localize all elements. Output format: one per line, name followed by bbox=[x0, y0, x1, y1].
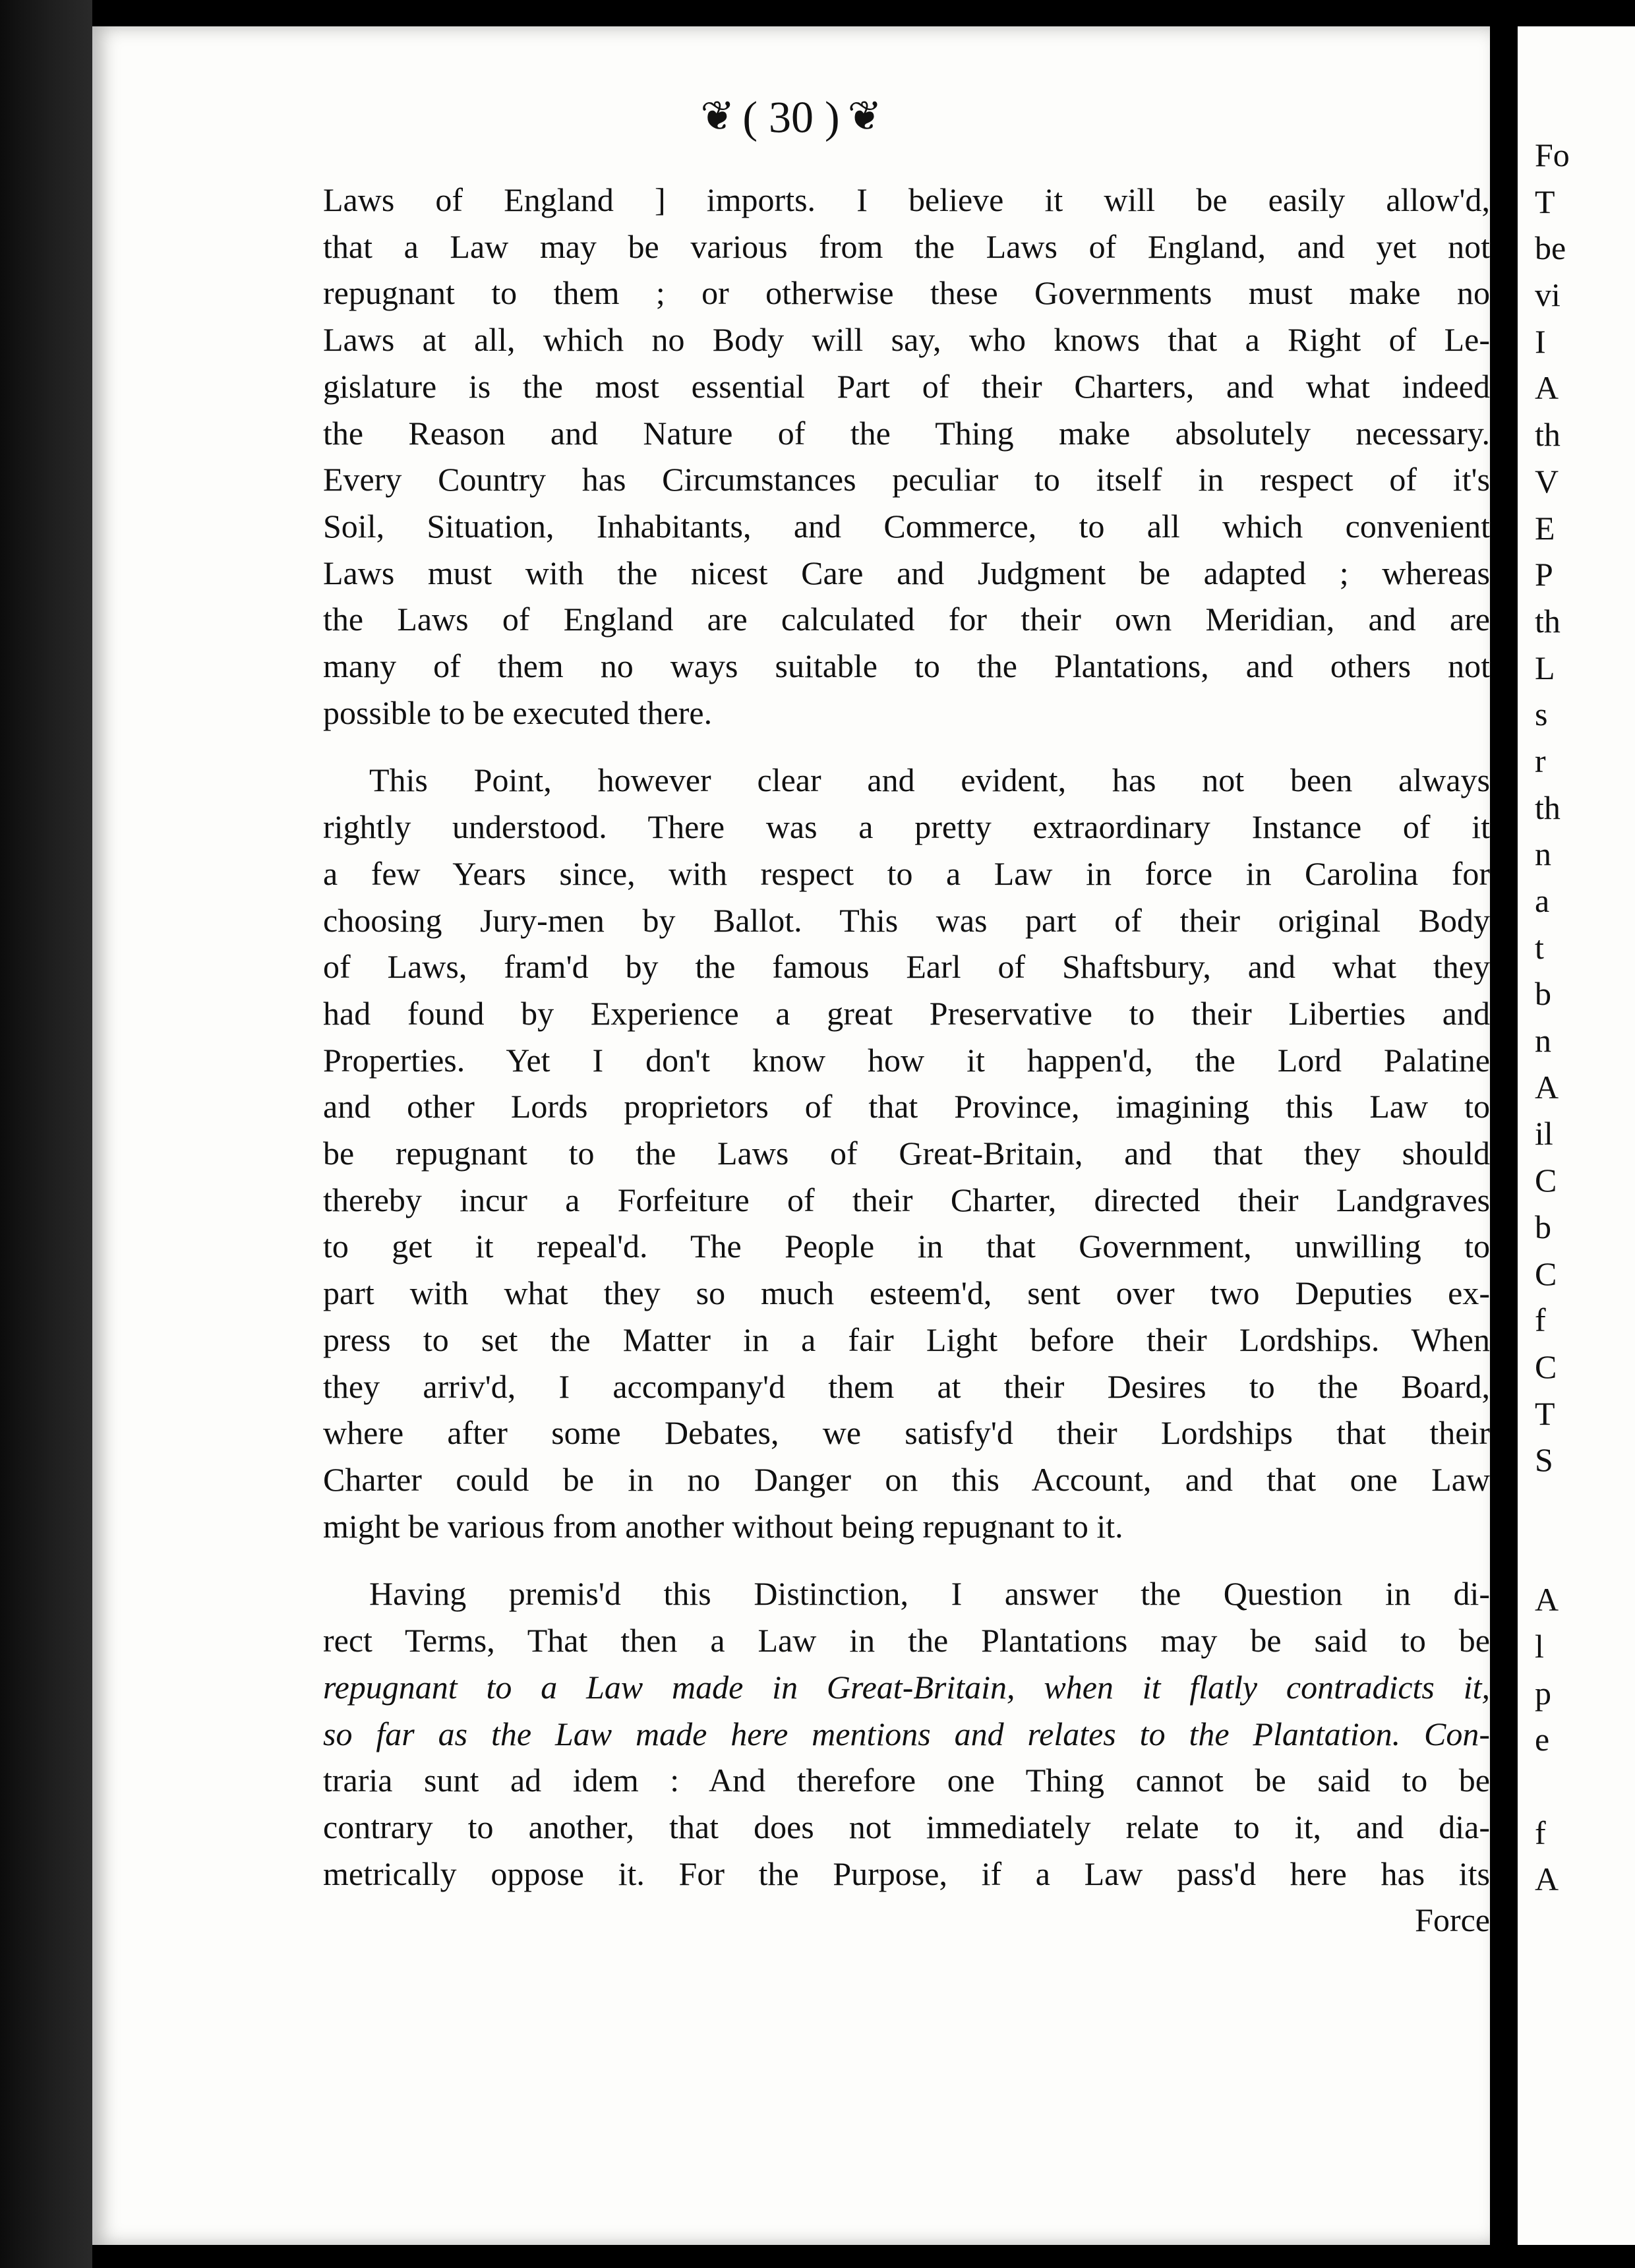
text-line: part with what they so much esteem'd, sent over two Deputies ex- bbox=[323, 1274, 1490, 1312]
text-line: gislature is the most essential Part of their Charters, and what indeed bbox=[323, 367, 1490, 405]
facing-page-fragment: L bbox=[1535, 649, 1555, 686]
facing-page-fragment: n bbox=[1535, 835, 1551, 873]
facing-page-fragment: il bbox=[1535, 1115, 1553, 1152]
facing-page-fragment: be bbox=[1535, 229, 1566, 267]
text-line: Laws at all, which no Body will say, who knows that a Right of Le- bbox=[323, 321, 1490, 359]
facing-page-fragment: Fo bbox=[1535, 136, 1570, 173]
page-number-open-paren: ( bbox=[742, 92, 758, 142]
facing-page-fragment: A bbox=[1535, 1861, 1559, 1898]
facing-page-fragment bbox=[1535, 1530, 1635, 1577]
facing-page-fragment: f bbox=[1535, 1301, 1546, 1339]
text-line: so far as the Law made here mentions and relates to the Plantation. Con- bbox=[323, 1715, 1490, 1752]
text-line: contrary to another, that does not immediately relate to it, and dia- bbox=[323, 1808, 1490, 1845]
text-line: Charter could be in no Danger on this Account, and that one Law bbox=[323, 1460, 1490, 1498]
text-line: rightly understood. There was a pretty extraordinary Instance of it bbox=[323, 808, 1490, 846]
facing-page-fragment bbox=[1535, 1483, 1635, 1530]
facing-page-fragment: I bbox=[1535, 322, 1546, 360]
paragraph-3 bbox=[323, 1570, 1490, 1897]
text-line: press to set the Matter in a fair Light before their Lordships. When bbox=[323, 1321, 1490, 1358]
text-line: the Laws of England are calculated for their own Meridian, and are bbox=[323, 601, 1490, 638]
text-line: to get it repeal'd. The People in that Government, unwilling to bbox=[323, 1228, 1490, 1265]
facing-page-fragment: th bbox=[1535, 789, 1561, 826]
text-line: be repugnant to the Laws of Great-Britain, and that they should bbox=[323, 1135, 1490, 1172]
facing-page-fragment: th bbox=[1535, 416, 1561, 454]
facing-page-fragment: b bbox=[1535, 975, 1551, 1013]
facing-page-fragment: A bbox=[1535, 1581, 1559, 1619]
text-line: Laws must with the nicest Care and Judgment be adapted ; whereas bbox=[323, 554, 1490, 591]
text-line: metrically oppose it. For the Purpose, if a Law pass'd here has its bbox=[323, 1855, 1490, 1892]
text-line: the Reason and Nature of the Thing make absolutely necessary. bbox=[323, 414, 1490, 452]
facing-page-fragment: t bbox=[1535, 928, 1544, 966]
text-line: thereby incur a Forfeiture of their Charter, directed their Landgraves bbox=[323, 1181, 1490, 1218]
facing-page-fragment: s bbox=[1535, 696, 1548, 733]
book-page bbox=[92, 26, 1490, 2245]
facing-page-fragment: E bbox=[1535, 509, 1555, 547]
facing-page-fragment: P bbox=[1535, 556, 1553, 593]
text-line: This Point, however clear and evident, has not been always bbox=[369, 761, 1490, 799]
text-line: Properties. Yet I don't know how it happen'd, the Lord Palatine bbox=[323, 1041, 1490, 1079]
facing-page-fragment: S bbox=[1535, 1441, 1553, 1479]
text-line: many of them no ways suitable to the Plantations, and others not bbox=[323, 647, 1490, 685]
facing-page-fragment: n bbox=[1535, 1022, 1551, 1059]
text-line: repugnant to a Law made in Great-Britain, when it flatly contradicts it, bbox=[323, 1668, 1490, 1706]
facing-page-fragment: l bbox=[1535, 1628, 1544, 1665]
text-line: that a Law may be various from the Laws of England, and yet not bbox=[323, 227, 1490, 265]
facing-page-fragment: th bbox=[1535, 602, 1561, 640]
facing-page-fragment: p bbox=[1535, 1674, 1551, 1712]
facing-page-fragments bbox=[1535, 132, 1635, 1996]
facing-page-fragment: C bbox=[1535, 1162, 1557, 1199]
text-line: and other Lords proprietors of that Province, imagining this Law to bbox=[323, 1088, 1490, 1125]
text-line: of Laws, fram'd by the famous Earl of Shaftsbury, and what they bbox=[323, 948, 1490, 986]
facing-page-fragment: vi bbox=[1535, 276, 1561, 314]
text-line: had found by Experience a great Preservative to their Liberties and bbox=[323, 994, 1490, 1032]
page-number-close-paren: ) bbox=[825, 92, 840, 142]
text-line: choosing Jury-men by Ballot. This was part of their original Body bbox=[323, 901, 1490, 939]
facing-page-fragment: e bbox=[1535, 1721, 1550, 1758]
catchword: Force bbox=[1415, 1901, 1490, 1939]
facing-page-fragment: A bbox=[1535, 1068, 1559, 1106]
facing-page-fragment: a bbox=[1535, 882, 1550, 919]
text-line: they arriv'd, I accompany'd them at their Desires to the Board, bbox=[323, 1367, 1490, 1405]
facing-page-fragment: C bbox=[1535, 1255, 1557, 1292]
facing-page-fragment bbox=[1535, 1903, 1635, 1950]
facing-page-fragment bbox=[1535, 1763, 1635, 1810]
text-line: repugnant to them ; or otherwise these Governments must make no bbox=[323, 274, 1490, 312]
text-line: possible to be executed there. bbox=[323, 694, 713, 731]
facing-page-fragment: V bbox=[1535, 462, 1559, 500]
body-text bbox=[323, 177, 1490, 1944]
text-line: Having premis'd this Distinction, I answer the Question in di- bbox=[369, 1575, 1490, 1613]
text-line: traria sunt ad idem : And therefore one Thing cannot be said to be bbox=[323, 1762, 1490, 1799]
paragraph-2 bbox=[323, 757, 1490, 1549]
facing-page-fragment bbox=[1535, 1950, 1635, 1996]
page-number: 30 bbox=[769, 92, 814, 142]
facing-page-fragment: T bbox=[1535, 183, 1555, 220]
text-line: might be various from another without being repugnant to it. bbox=[323, 1507, 1123, 1545]
facing-page-fragment: b bbox=[1535, 1208, 1551, 1245]
page-header bbox=[92, 86, 1490, 143]
left-ornament-icon: ❦ bbox=[700, 94, 735, 140]
facing-page-fragment: T bbox=[1535, 1394, 1555, 1432]
text-line: where after some Debates, we satisfy'd their Lordships that their bbox=[323, 1414, 1490, 1452]
facing-page-fragment: r bbox=[1535, 742, 1546, 779]
right-ornament-icon: ❦ bbox=[847, 94, 882, 140]
facing-page-fragment: C bbox=[1535, 1348, 1557, 1385]
text-line: rect Terms, That then a Law in the Plantations may be said to be bbox=[323, 1622, 1490, 1659]
text-line: Every Country has Circumstances peculiar to itself in respect of it's bbox=[323, 461, 1490, 498]
text-line: Soil, Situation, Inhabitants, and Commerce, to all which convenient bbox=[323, 507, 1490, 545]
text-line: Laws of England ] imports. I believe it will be easily allow'd, bbox=[323, 181, 1490, 218]
facing-page-fragment: A bbox=[1535, 369, 1559, 407]
text-line: a few Years since, with respect to a Law in force in Carolina for bbox=[323, 854, 1490, 892]
paragraph-1 bbox=[323, 177, 1490, 736]
facing-page bbox=[1518, 26, 1635, 2245]
scan-dark-edge bbox=[0, 0, 92, 2268]
book-gutter bbox=[1490, 0, 1518, 2268]
facing-page-fragment: f bbox=[1535, 1814, 1546, 1851]
